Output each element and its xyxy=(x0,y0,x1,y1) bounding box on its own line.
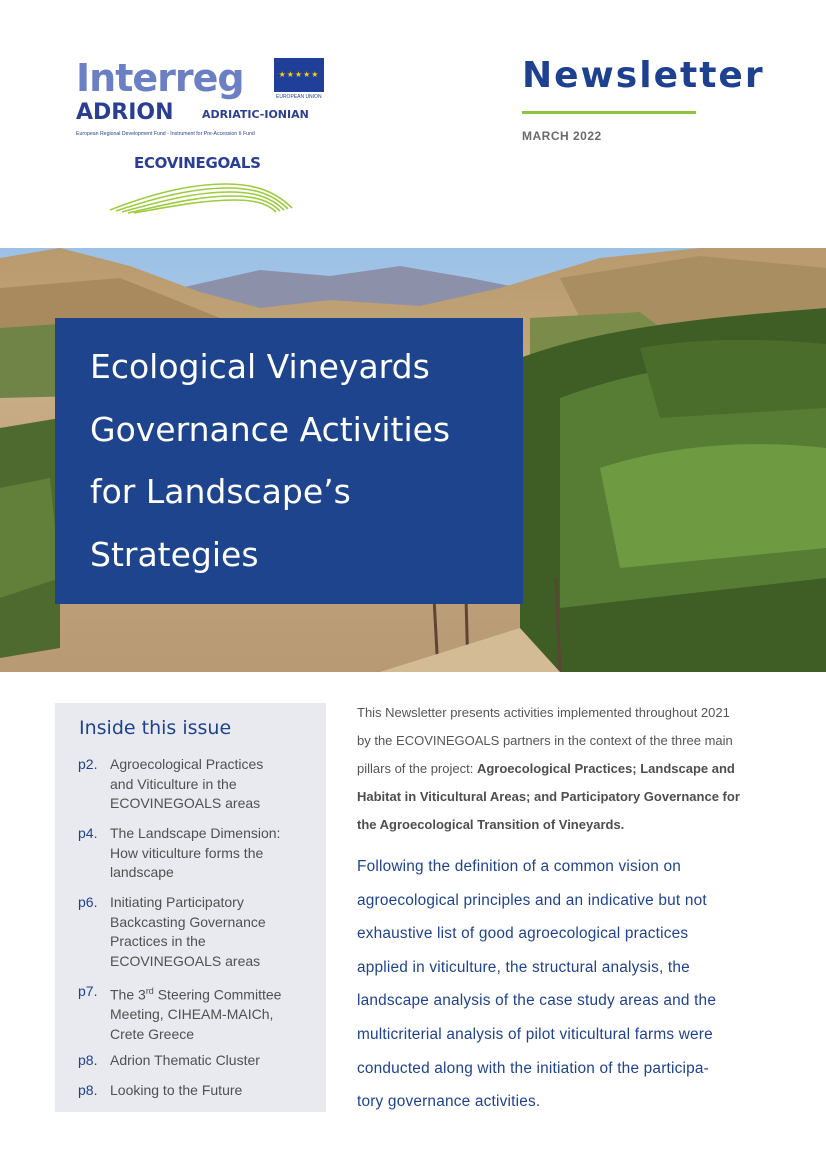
title-underline xyxy=(522,111,696,114)
intro-line: by the ECOVINEGOALS partners in the context of the three main xyxy=(357,733,733,748)
hero-title xyxy=(90,336,510,586)
toc-text xyxy=(110,755,316,814)
toc-page: p4. xyxy=(78,825,98,841)
adrion-wordmark: ADRION xyxy=(76,100,174,125)
sidebar-heading: Inside this issue xyxy=(79,717,232,739)
toc-line: Initiating Participatory xyxy=(110,894,244,910)
intro-paragraph xyxy=(357,699,777,839)
lead-line: tory governance activities. xyxy=(357,1093,541,1111)
lead-line: conducted along with the initiation of the participa- xyxy=(357,1059,709,1077)
hero-title-line: Strategies xyxy=(90,534,259,574)
inside-this-issue-box xyxy=(55,703,326,1112)
lead-line: landscape analysis of the case study areas and the xyxy=(357,992,717,1010)
toc-line: landscape xyxy=(110,864,174,881)
interreg-wordmark: Interreg xyxy=(76,56,244,100)
toc-line: Looking to the Future xyxy=(110,1082,243,1098)
toc-line: Crete Greece xyxy=(110,1025,195,1042)
toc-line: Practices in the xyxy=(110,933,206,950)
toc-line: How viticulture forms the xyxy=(110,844,264,861)
toc-line: Meeting, CIHEAM-MAICh, xyxy=(110,1006,274,1023)
toc-text xyxy=(110,824,316,883)
toc-page: p7. xyxy=(78,983,98,999)
toc-page: p8. xyxy=(78,1052,98,1068)
toc-line: The 3rd Steering Committee xyxy=(110,986,282,1003)
lead-line: agroecological principles and an indicative but not xyxy=(357,891,707,909)
toc-line: and Viticulture in the xyxy=(110,775,237,792)
lead-line: exhaustive list of good agroecological practices xyxy=(357,925,689,943)
intro-line: pillars of the project: Agroecological Practices; Landscape and xyxy=(357,761,735,776)
intro-line: the Agroecological Transition of Vineyards. xyxy=(357,817,625,832)
project-name: ECOVINEGOALS xyxy=(134,154,261,172)
lead-paragraph xyxy=(357,850,777,1119)
toc-line: Adrion Thematic Cluster xyxy=(110,1052,260,1068)
hero-title-line: Ecological Vineyards xyxy=(90,347,430,386)
eu-label: EUROPEAN UNION xyxy=(276,94,322,100)
hero-title-line: for Landscape’s xyxy=(90,472,351,511)
toc-line: Backcasting Governance xyxy=(110,913,266,930)
lead-line: Following the definition of a common vision on xyxy=(357,858,682,875)
lead-line: multicriterial analysis of pilot viticultural farms were xyxy=(357,1025,713,1043)
lead-line: applied in viticulture, the structural analysis, the xyxy=(357,958,690,976)
fund-label: European Regional Development Fund - Instrument for Pre-Accession II Fund xyxy=(76,131,255,137)
toc-page: p2. xyxy=(78,756,98,772)
toc-line: Agroecological Practices xyxy=(110,756,264,772)
toc-text xyxy=(110,982,316,1044)
toc-line: ECOVINEGOALS areas xyxy=(110,952,261,969)
newsletter-title: Newsletter xyxy=(522,55,765,96)
adriatic-ionian-label: ADRIATIC-IONIAN xyxy=(202,108,309,121)
toc-page: p8. xyxy=(78,1082,98,1098)
toc-line: The Landscape Dimension: xyxy=(110,825,281,841)
intro-line: Habitat in Viticultural Areas; and Participatory Governance for xyxy=(357,789,740,804)
toc-text xyxy=(110,1051,316,1071)
toc-text xyxy=(110,1081,316,1101)
toc-line: ECOVINEGOALS areas xyxy=(110,795,261,812)
vineyard-rows-swoosh-icon xyxy=(106,178,296,214)
hero-title-line: Governance Activities xyxy=(90,409,451,449)
toc-text xyxy=(110,893,316,971)
issue-date: MARCH 2022 xyxy=(522,129,602,143)
interreg-adrion-logo xyxy=(76,56,328,216)
toc-page: p6. xyxy=(78,894,98,910)
intro-line: This Newsletter presents activities implemented throughout 2021 xyxy=(357,705,730,720)
eu-flag-icon: ★★★★★ xyxy=(274,58,324,92)
